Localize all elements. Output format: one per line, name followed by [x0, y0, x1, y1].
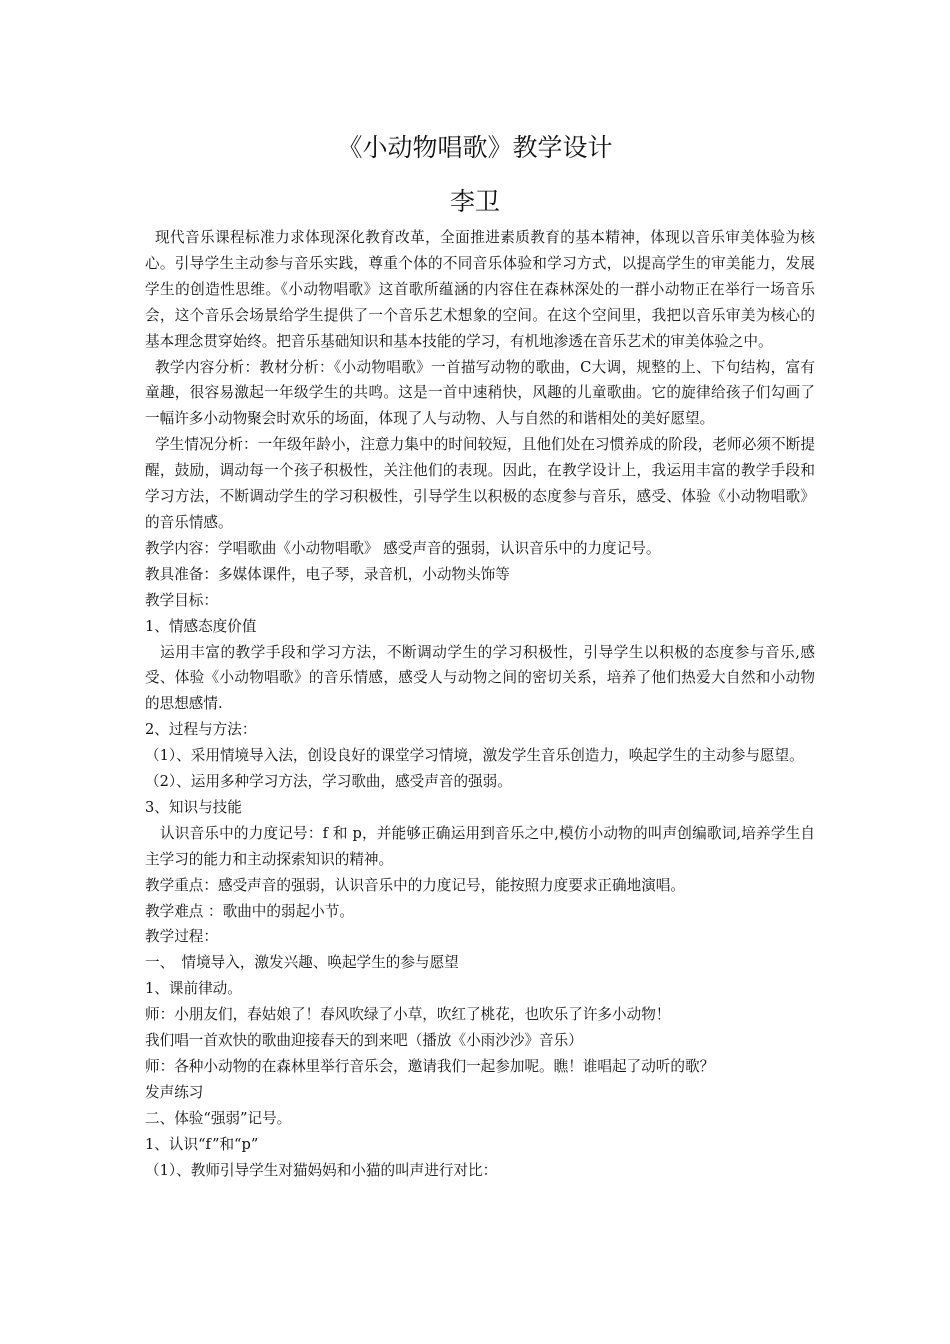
paragraph-student-analysis: 学生情况分析：一年级年龄小，注意力集中的时间较短，且他们处在习惯养成的阶段，老师必须不断提醒，鼓励，调动每一个孩子积极性，关注他们的表现。因此，在教学设计上，我运用丰富的教学手段和学习方法，不断调动学生的学习积极性，引导学生以积极的态度参与音乐，感受、体验《小动物唱歌》的音乐情感。: [145, 436, 815, 531]
heading-process-2: 二、体验“强弱”记号。: [145, 1109, 292, 1127]
paragraph-content-analysis: 教学内容分析：教材分析：《小动物唱歌》一首描写动物的歌曲，C大调，规整的上、下句结构，富有童趣，很容易激起一年级学生的共鸣。这是一首中速稍快，风趣的儿童歌曲。它的旋律给孩子们勾画了一幅许多小动物聚会时欢乐的场面，体现了人与动物、人与自然的和谐相处的美好愿望。: [145, 358, 815, 428]
paragraph-teacher-line-2: 师：各种小动物的在森林里举行音乐会，邀请我们一起参加呢。瞧！谁唱起了动听的歌？: [145, 1058, 715, 1075]
document-body: [145, 225, 815, 1184]
document-title: 《小动物唱歌》教学设计: [337, 133, 613, 162]
author-name: 李卫: [449, 187, 500, 216]
paragraph-intro: 现代音乐课程标准力求体现深化教育改革，全面推进素质教育的基本精神，体现以音乐审美体验为核心。引导学生主动参与音乐实践，尊重个体的不同音乐体验和学习方式，以提高学生的审美能力，发展学生的创造性思维。《小动物唱歌》这首歌所蕴涵的内容住在森林深处的一群小动物正在举行一场音乐会，这个音乐会场景给学生提供了一个音乐艺术想象的空间。在这个空间里，我把以音乐审美为核心的基本理念贯穿始终。把音乐基础知识和基本技能的学习，有机地渗透在音乐艺术的审美体验之中。: [145, 229, 815, 350]
heading-objectives: 教学目标：: [145, 591, 218, 609]
paragraph-vocal-practice: 发声练习: [145, 1083, 204, 1101]
heading-objective-3: 3、知识与技能: [145, 798, 242, 816]
paragraph-process-1-1: 1、课前律动。: [145, 980, 242, 998]
paragraph-process-2-1-1: （1）、教师引导学生对猫妈妈和小猫的叫声进行对比：: [145, 1161, 498, 1179]
paragraph-objective-3: 认识音乐中的力度记号：f 和 p，并能够正确运用到音乐之中,模仿小动物的叫声创编歌词,培养学生自主学习的能力和主动探索知识的精神。: [145, 824, 815, 868]
paragraph-difficulties: 教学难点 ：歌曲中的弱起小节。: [145, 902, 354, 920]
paragraph-process-2-1: 1、认识“f”和“p”: [145, 1135, 259, 1153]
paragraph-objective-2-2: （2）、运用多种学习方法，学习歌曲，感受声音的强弱。: [145, 773, 512, 791]
heading-objective-2: 2、过程与方法：: [145, 721, 257, 739]
paragraph-key-points: 教学重点：感受声音的强弱，认识音乐中的力度记号，能按照力度要求正确地演唱。: [145, 876, 685, 894]
paragraph-teaching-content: 教学内容：学唱歌曲《小动物唱歌》 感受声音的强弱，认识音乐中的力度记号。: [145, 539, 661, 557]
paragraph-teacher-line-1: 师：小朋友们，春姑娘了！春风吹绿了小草，吹红了桃花，也吹乐了许多小动物！: [145, 1006, 671, 1024]
paragraph-objective-2-1: （1）、采用情境导入法，创设良好的课堂学习情境，激发学生音乐创造力，唤起学生的主动参与愿望。: [145, 747, 804, 765]
heading-process-1: 一、 情境导入，激发兴趣、唤起学生的参与愿望: [145, 954, 459, 972]
paragraph-song-line: 我们唱一首欢快的歌曲迎接春天的到来吧（播放《小雨沙沙》音乐）: [145, 1032, 583, 1050]
paragraph-materials: 教具准备：多媒体课件，电子琴，录音机，小动物头饰等: [145, 565, 510, 583]
paragraph-objective-1: 运用丰富的教学手段和学习方法，不断调动学生的学习积极性，引导学生以积极的态度参与音乐,感受、体验《小动物唱歌》的音乐情感，感受人与动物之间的密切关系，培养了他们热爱大自然和小动物的思想感情.: [145, 643, 815, 713]
heading-objective-1: 1、情感态度价值: [145, 617, 257, 635]
heading-process: 教学过程：: [145, 928, 218, 946]
